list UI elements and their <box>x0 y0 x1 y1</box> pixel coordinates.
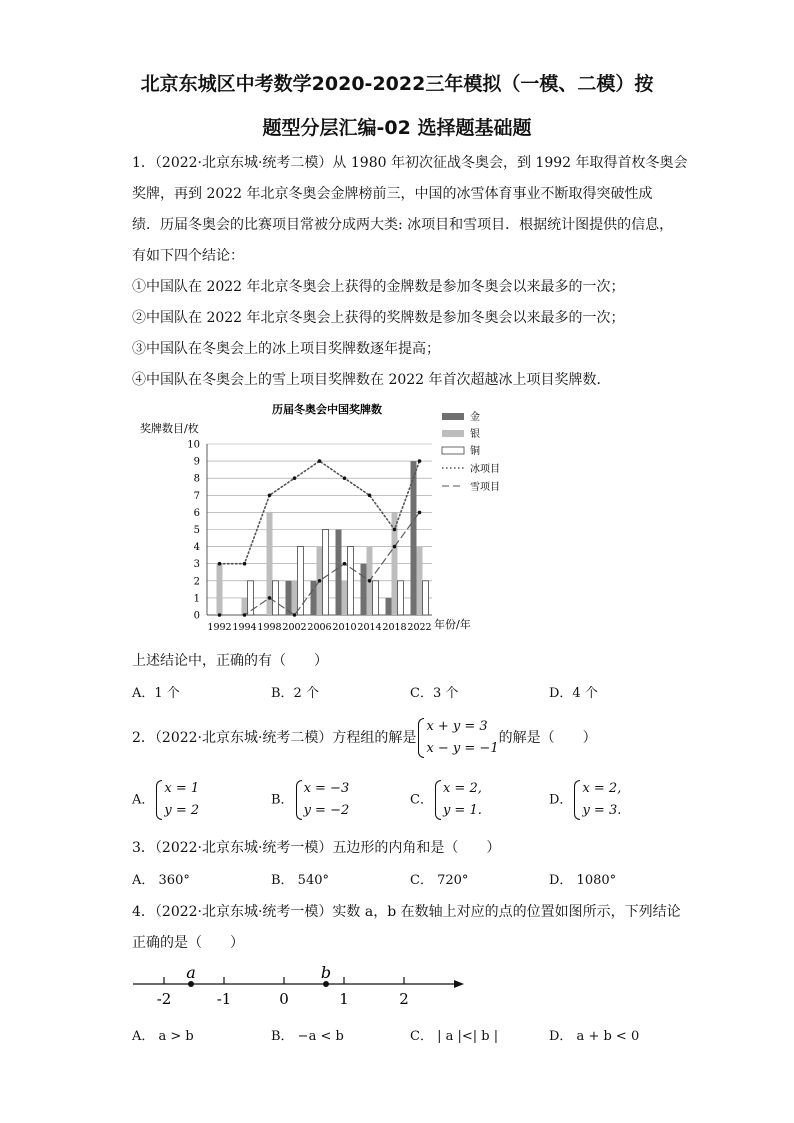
x-tick-label: 1998 <box>257 622 282 633</box>
number-line-point-label: a <box>186 963 196 982</box>
bar-铜 <box>323 530 329 616</box>
legend-swatch-金 <box>442 413 464 420</box>
number-line-tick-label: 2 <box>399 990 409 1008</box>
bar-金 <box>286 581 292 615</box>
x-tick-label: 2010 <box>332 622 357 633</box>
y-tick-label: 10 <box>187 439 200 451</box>
q4-option-b[interactable]: B． −a < b <box>271 1029 344 1044</box>
q3-option-a[interactable]: A． 360° <box>132 873 190 888</box>
legend-swatch-铜 <box>442 447 464 454</box>
q2-option-eq2: y = −2 <box>303 803 350 818</box>
point-雪项目 <box>343 562 347 566</box>
q2-option-system <box>154 778 199 822</box>
q2-option-system <box>433 778 482 822</box>
q2-option-eq2: y = 3. <box>582 803 622 818</box>
point-雪项目 <box>218 613 222 617</box>
number-line-point-label: b <box>320 963 332 982</box>
bar-铜 <box>423 581 429 615</box>
q4-option-a[interactable]: A． a > b <box>132 1029 194 1044</box>
q2-option-d[interactable] <box>549 778 621 822</box>
x-tick-label: 2002 <box>282 622 307 633</box>
q1-stem-line: 奖牌，再到 2022 年北京冬奥会金牌榜前三，中国的冰雪体育事业不断取得突破性成 <box>132 186 653 202</box>
point-雪项目 <box>268 596 272 600</box>
chart-xlabel: 年份/年 <box>434 618 471 631</box>
q1-option-a[interactable]: A．1 个 <box>132 686 180 701</box>
medal-chart <box>0 398 794 638</box>
y-tick-label: 3 <box>193 559 200 571</box>
point-雪项目 <box>368 579 372 583</box>
x-tick-label: 1992 <box>207 622 232 633</box>
point-冰项目 <box>293 476 297 480</box>
bar-铜 <box>348 547 354 615</box>
bar-金 <box>386 598 392 615</box>
bar-银 <box>292 581 298 615</box>
q1-conclusion: ②中国队在 2022 年北京冬奥会上获得的奖牌数是参加冬奥会以来最多的一次； <box>132 310 625 326</box>
bar-铜 <box>273 581 279 615</box>
number-line-tick-label: 1 <box>339 990 349 1008</box>
legend-label: 银 <box>470 429 480 440</box>
y-tick-label: 2 <box>193 576 200 588</box>
y-tick-label: 1 <box>193 593 200 605</box>
q2-stem <box>132 716 597 760</box>
point-冰项目 <box>268 494 272 498</box>
arrow-right-icon <box>454 980 464 988</box>
q2-option-eq1: x = 2, <box>442 781 482 796</box>
bar-铜 <box>298 547 304 615</box>
q2-option-label: C． <box>410 792 433 808</box>
x-tick-label: 2022 <box>407 622 432 633</box>
q1-option-d[interactable]: D．4 个 <box>549 686 598 701</box>
y-tick-label: 5 <box>193 525 200 536</box>
q2-option-eq1: x = −3 <box>303 781 350 796</box>
y-tick-label: 0 <box>193 610 200 622</box>
chart-ylabel: 奖牌数目/枚 <box>140 422 199 435</box>
q4-stem-line2: 正确的是（ ） <box>132 935 244 951</box>
q4-option-d[interactable]: D． a + b < 0 <box>549 1029 640 1044</box>
q1-conclusion: ①中国队在 2022 年北京冬奥会上获得的金牌数是参加冬奥会以来最多的一次； <box>132 279 625 295</box>
legend-label: 铜 <box>470 446 480 457</box>
q1-conclusion: ③中国队在冬奥会上的冰上项目奖牌数逐年提高； <box>132 341 440 357</box>
bar-金 <box>361 564 367 615</box>
number-line-tick-label: -1 <box>216 990 232 1008</box>
q2-system <box>416 716 498 760</box>
q3-stem: 3．（2022·北京东城·统考一模）五边形的内角和是（ ） <box>132 840 501 856</box>
bar-金 <box>336 530 342 616</box>
bar-银 <box>242 598 248 615</box>
q2-option-label: D． <box>549 792 573 808</box>
q2-system-eq2: x − y = −1 <box>426 741 499 756</box>
q3-option-d[interactable]: D． 1080° <box>549 873 617 888</box>
bar-银 <box>417 547 423 615</box>
q1-option-c[interactable]: C．3 个 <box>410 686 459 701</box>
legend-swatch-银 <box>442 430 464 437</box>
q2-option-b[interactable] <box>271 778 349 822</box>
q1-option-b[interactable]: B．2 个 <box>271 686 319 701</box>
q3-option-c[interactable]: C． 720° <box>410 873 469 888</box>
bar-银 <box>342 581 348 615</box>
q2-option-c[interactable] <box>410 778 482 822</box>
number-line <box>0 962 794 1012</box>
point-冰项目 <box>318 459 322 463</box>
point-冰项目 <box>343 476 347 480</box>
y-tick-label: 8 <box>193 473 200 485</box>
doc-title-line1: 北京东城区中考数学2020-2022三年模拟（一模、二模）按 <box>140 73 654 95</box>
q2-option-eq2: y = 1. <box>442 803 482 818</box>
q1-conclusion: ④中国队在冬奥会上的雪上项目奖牌数在 2022 年首次超越冰上项目奖牌数． <box>132 372 611 388</box>
point-冰项目 <box>218 562 222 566</box>
q1-stem-line: 有如下四个结论： <box>132 248 244 264</box>
q4-stem-line1: 4．（2022·北京东城·统考一模）实数 a，b 在数轴上对应的点的位置如图所示，下列结论 <box>132 904 681 920</box>
q2-option-system <box>294 778 350 822</box>
point-雪项目 <box>318 579 322 583</box>
bar-铜 <box>398 581 404 615</box>
y-tick-label: 7 <box>193 490 200 502</box>
x-tick-label: 1994 <box>232 622 257 633</box>
point-雪项目 <box>393 545 397 549</box>
bar-铜 <box>373 581 379 615</box>
q2-system-eq1: x + y = 3 <box>426 719 488 734</box>
x-tick-label: 2006 <box>307 622 332 633</box>
number-line-tick-label: -2 <box>156 990 172 1008</box>
q2-option-system <box>572 778 621 822</box>
q3-option-b[interactable]: B． 540° <box>271 873 329 888</box>
q1-stem-end: 上述结论中，正确的有（ ） <box>132 653 328 669</box>
point-冰项目 <box>368 494 372 498</box>
point-冰项目 <box>393 528 397 532</box>
q2-stem-suffix: 的解是（ ） <box>498 730 597 746</box>
number-line-tick-label: 0 <box>279 990 289 1008</box>
x-tick-label: 2014 <box>357 622 382 633</box>
q4-option-c[interactable]: C． | a |<| b | <box>410 1029 499 1044</box>
point-雪项目 <box>293 613 297 617</box>
point-雪项目 <box>418 511 422 515</box>
q2-option-eq1: x = 2, <box>582 781 622 796</box>
chart-title: 历届冬奥会中国奖牌数 <box>272 403 382 416</box>
q2-option-label: A． <box>132 792 155 808</box>
bar-银 <box>217 564 223 615</box>
legend-label: 雪项目 <box>470 482 500 493</box>
q2-option-eq2: y = 2 <box>164 803 200 818</box>
legend-label: 冰项目 <box>470 464 500 475</box>
x-tick-label: 2018 <box>382 622 407 633</box>
legend-label: 金 <box>470 412 480 423</box>
y-tick-label: 6 <box>193 507 200 519</box>
point-冰项目 <box>243 562 247 566</box>
y-tick-label: 4 <box>193 542 200 554</box>
point-雪项目 <box>243 613 247 617</box>
q1-stem-line: 1．（2022·北京东城·统考二模）从 1980 年初次征战冬奥会，到 1992 年取得首枚冬奥会 <box>132 155 688 171</box>
y-tick-label: 9 <box>193 456 200 468</box>
q1-stem-line: 绩．历届冬奥会的比赛项目常被分成两大类: 冰项目和雪项目．根据统计图提供的信息， <box>132 217 674 233</box>
q2-option-a[interactable] <box>132 778 199 822</box>
q2-stem-prefix: 2．（2022·北京东城·统考二模）方程组的解是 <box>132 730 417 746</box>
q2-option-eq1: x = 1 <box>164 781 200 796</box>
doc-title-line2: 题型分层汇编-02 选择题基础题 <box>262 117 532 139</box>
q2-option-label: B． <box>271 792 294 808</box>
point-冰项目 <box>418 459 422 463</box>
